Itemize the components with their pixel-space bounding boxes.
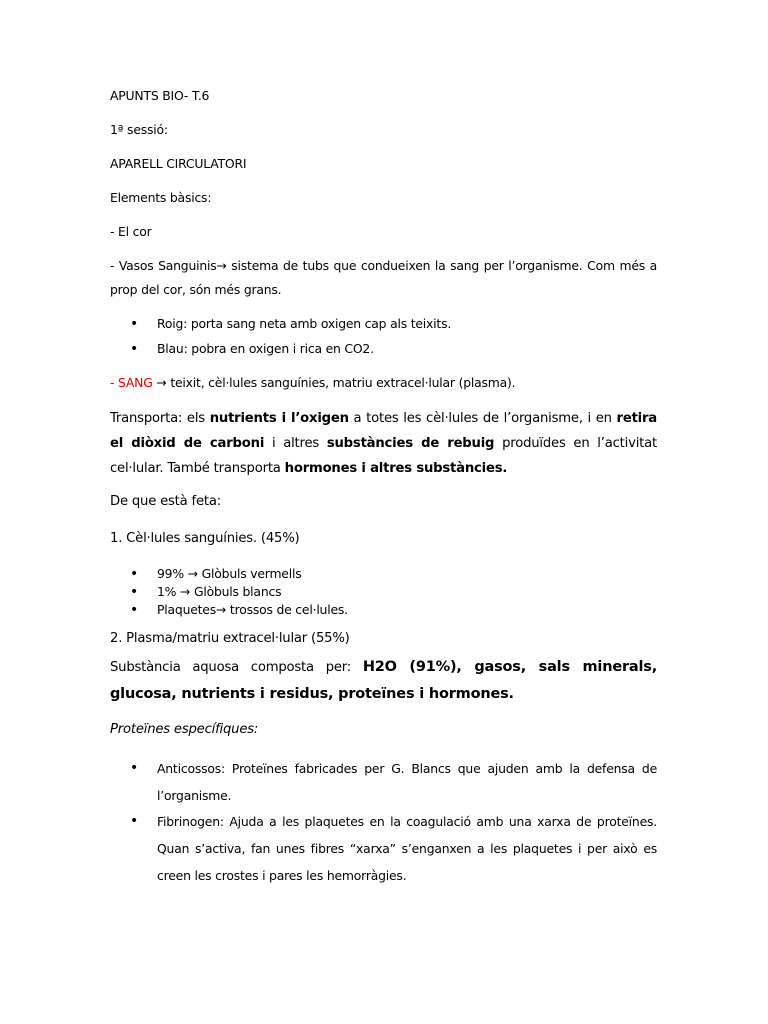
bullet-icon: •: [130, 813, 139, 829]
bullet-icon: •: [130, 566, 139, 582]
vessels-label: - Vasos Sanguinis: [110, 258, 217, 273]
list-item: [110, 565, 657, 583]
proteins-heading: [110, 718, 657, 742]
list-item: [110, 312, 657, 336]
cells-heading: 1. Cèl·lules sanguínies. (45%): [110, 531, 300, 546]
transport-text: i altres: [264, 436, 327, 451]
list-item-label: 1%: [157, 584, 177, 599]
bullet-icon: •: [130, 341, 139, 357]
vessels-paragraph: [110, 254, 657, 302]
arrow-right-icon: →: [187, 566, 198, 581]
transport-bold: hormones i altres substàncies.: [284, 461, 508, 476]
list-item: [110, 337, 657, 361]
list-item-text: Fibrinogen: Ajuda a les plaquetes en la coagulació amb una xarxa de proteïnes. Quan s’activa, fan unes fibres “xarxa” s’enganxen a les plaquetes i per això es creen les crostes i pares les hemorràgies.: [157, 814, 657, 883]
bullet-icon: •: [130, 584, 139, 600]
bullet-icon: •: [130, 316, 139, 332]
arrow-right-icon: →: [156, 375, 167, 390]
list-item: [110, 808, 657, 889]
proteins-heading-text: Proteïnes específiques:: [110, 722, 259, 737]
list-item-text: trossos de cel·lules.: [226, 602, 348, 617]
heart-item: - El cor: [110, 224, 152, 239]
arrow-right-icon: →: [216, 602, 227, 617]
transport-bold: nutrients i l’oxigen: [209, 411, 349, 426]
document-title: APUNTS BIO- T.6: [110, 88, 210, 103]
made-of-label: De que està feta:: [110, 494, 221, 509]
list-item-text: Glòbuls vermells: [197, 566, 302, 581]
list-item-text: Glòbuls blancs: [190, 584, 282, 599]
composition-text: Substància aquosa composta per:: [110, 660, 363, 675]
transport-text: a totes les cèl·lules de l’organisme, i en: [348, 411, 617, 426]
session-label: 1ª sessió:: [110, 122, 168, 137]
arrow-right-icon: →: [180, 584, 191, 599]
section-heading: APARELL CIRCULATORI: [110, 156, 247, 171]
transport-text: produïdes en l’activitat cel·lular. També transporta: [110, 436, 657, 476]
bullet-icon: •: [130, 602, 139, 618]
list-item-text: Blau: pobra en oxigen i rica en CO2.: [157, 341, 374, 356]
transport-paragraph: [110, 406, 657, 481]
sang-paragraph: [110, 371, 657, 395]
list-item-text: Anticossos: Proteïnes fabricades per G. Blancs que ajuden amb la defensa de l’organisme.: [157, 761, 657, 803]
list-item: [110, 601, 657, 619]
bullet-icon: •: [130, 760, 139, 776]
transport-bold: retira el diòxid de carboni: [110, 411, 657, 451]
vessels-text: sistema de tubs que condueixen la sang per l’organisme. Com més a prop del cor, són més grans.: [110, 258, 657, 297]
composition-paragraph: [110, 654, 657, 708]
list-item-text: Roig: porta sang neta amb oxigen cap als teixits.: [157, 316, 452, 331]
composition-bold: H2O (91%), gasos, sals minerals, glucosa, nutrients i residus, proteïnes i hormones.: [110, 659, 657, 702]
plasma-heading: 2. Plasma/matriu extracel·lular (55%): [110, 631, 350, 646]
list-item: [110, 755, 657, 809]
list-item: [110, 583, 657, 601]
list-item-label: Plaquetes: [157, 602, 216, 617]
elements-intro: Elements bàsics:: [110, 190, 212, 205]
transport-text: Transporta: els: [110, 411, 210, 426]
arrow-right-icon: →: [216, 258, 227, 273]
transport-bold: substàncies de rebuig: [326, 436, 495, 451]
sang-text: teixit, cèl·lules sanguínies, matriu extracel·lular (plasma).: [166, 375, 516, 390]
sang-label: - SANG: [110, 375, 153, 390]
list-item-label: 99%: [157, 566, 184, 581]
